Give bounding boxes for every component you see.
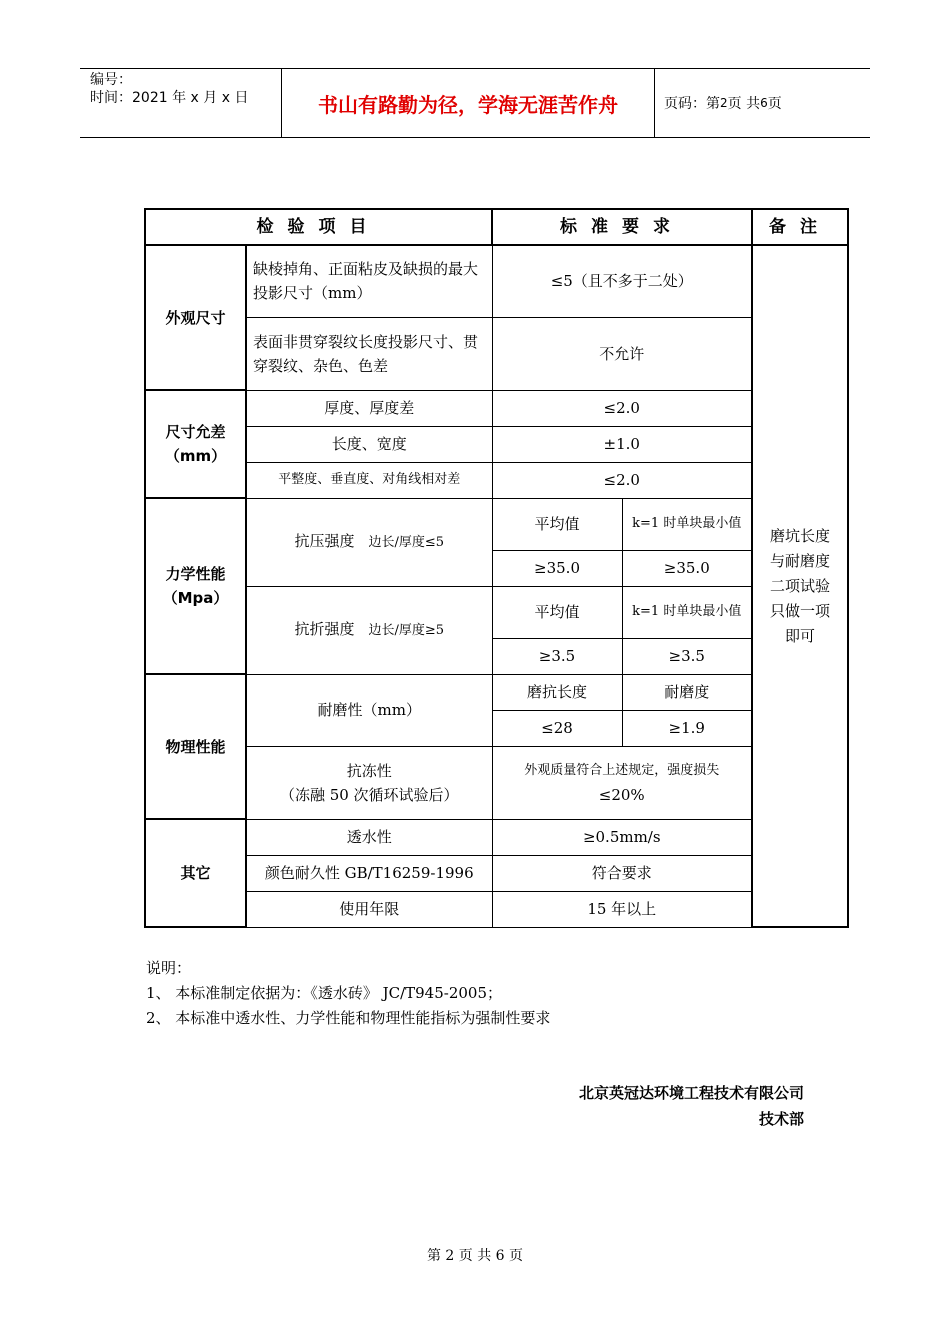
table-row (145, 891, 848, 927)
header-divider (654, 69, 655, 137)
category-appearance: 外观尺寸 (145, 245, 246, 390)
total-pages: 6 (760, 96, 768, 110)
standard-cell: ≤5（且不多于二处） (492, 245, 752, 317)
table-row (145, 855, 848, 891)
item-wear-resistance: 耐磨性（mm） (246, 674, 492, 746)
remark-cell: 磨坑长度与耐磨度二项试验只做一项即可 (752, 245, 848, 927)
standard-cell: ≥0.5mm/s (492, 819, 752, 855)
spec-table (144, 208, 849, 928)
item-compressive-strength: 抗压强度 边长/厚度≤5 (246, 498, 492, 586)
table-row (145, 586, 848, 638)
value-cell: ≤28 (492, 710, 622, 746)
note-item: 1、 本标准制定依据为：《透水砖》 JC/T945-2005； (146, 984, 503, 1002)
standard-cell: 15 年以上 (492, 891, 752, 927)
company-name: 北京英冠达环境工程技术有限公司 (578, 1084, 804, 1102)
item-cell: 透水性 (246, 819, 492, 855)
table-row (145, 746, 848, 819)
value-cell: ≥35.0 (492, 550, 622, 586)
current-page: 2 (720, 96, 728, 110)
subheader-cell: 磨抗长度 (492, 674, 622, 710)
item-flexural-strength: 抗折强度 边长/厚度≥5 (246, 586, 492, 674)
table-row (145, 390, 848, 426)
table-row (145, 245, 848, 317)
item-frost-resistance: 抗冻性 （冻融 50 次循环试验后） (246, 746, 492, 819)
value-cell: ≥3.5 (492, 638, 622, 674)
header-remark: 备注 (752, 209, 848, 245)
subheader-cell: k=1 时单块最小值 (622, 498, 752, 550)
note-item: 2、 本标准中透水性、力学性能和物理性能指标为强制性要求 (146, 1009, 551, 1027)
table-header-row (145, 209, 848, 245)
subheader-cell: 平均值 (492, 498, 622, 550)
value-cell: ≥3.5 (622, 638, 752, 674)
header-meta (90, 71, 248, 107)
notes-section (146, 956, 550, 1031)
value-cell: ≥1.9 (622, 710, 752, 746)
table-row (145, 819, 848, 855)
notes-title: 说明： (146, 959, 192, 977)
header-page-number: 页码：第 2 页 共 6 页 (664, 96, 782, 112)
department-name: 技术部 (758, 1110, 804, 1128)
item-cell: 颜色耐久性 GB/T16259-1996 (246, 855, 492, 891)
page-footer: 第 2 页 共 6 页 (426, 1248, 524, 1264)
table-row (145, 674, 848, 710)
table-row (145, 317, 848, 390)
page-header (80, 68, 870, 138)
item-cell: 厚度、厚度差 (246, 390, 492, 426)
table-row (145, 426, 848, 462)
value-cell: ≥35.0 (622, 550, 752, 586)
standard-cell: 符合要求 (492, 855, 752, 891)
subheader-cell: 耐磨度 (622, 674, 752, 710)
signature-block (579, 1080, 804, 1132)
category-physical: 物理性能 (145, 674, 246, 819)
category-tolerance: 尺寸允差 （mm） (145, 390, 246, 498)
standard-cell: ≤2.0 (492, 390, 752, 426)
item-cell: 平整度、垂直度、对角线相对差 (246, 462, 492, 498)
standard-cell: 不允许 (492, 317, 752, 390)
item-cell: 使用年限 (246, 891, 492, 927)
table-row (145, 498, 848, 550)
item-cell: 缺棱掉角、正面粘皮及缺损的最大投影尺寸（mm） (246, 245, 492, 317)
category-mechanical: 力学性能 （Mpa） (145, 498, 246, 674)
category-other: 其它 (145, 819, 246, 927)
document-number-label: 编号： (90, 72, 132, 88)
table-row (145, 462, 848, 498)
header-item: 检验项目 (145, 209, 492, 245)
standard-cell: ±1.0 (492, 426, 752, 462)
header-standard: 标准要求 (492, 209, 752, 245)
item-cell: 表面非贯穿裂纹长度投影尺寸、贯穿裂纹、杂色、色差 (246, 317, 492, 390)
standard-cell: 外观质量符合上述规定，强度损失 ≤20% (492, 746, 752, 819)
subheader-cell: 平均值 (492, 586, 622, 638)
item-cell: 长度、宽度 (246, 426, 492, 462)
subheader-cell: k=1 时单块最小值 (622, 586, 752, 638)
standard-cell: ≤2.0 (492, 462, 752, 498)
document-date: 时间：2021 年 x 月 x 日 (90, 90, 249, 106)
header-motto: 书山有路勤为径，学海无涯苦作舟 (318, 92, 618, 117)
